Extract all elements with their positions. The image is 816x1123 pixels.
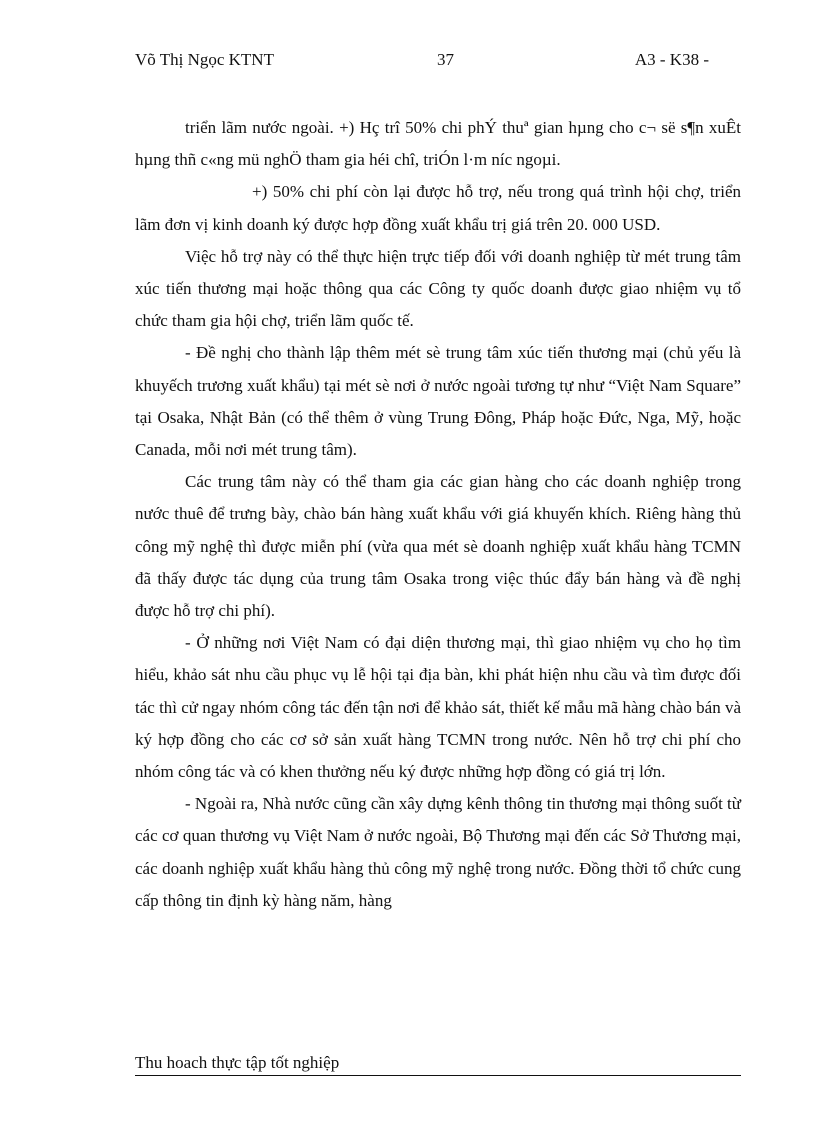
paragraph: - Đề nghị cho thành lập thêm mét sè trung tâm xúc tiến thương mại (chủ yếu là khuyếch trương xuất khẩu) tại mét sè nơi ở nước ngoài tương tự như “Việt Nam Square” tại Osaka, Nhật Bản (có thể thêm ở vùng Trung Đông, Pháp hoặc Đức, Nga, Mỹ, hoặc Canada, mỗi nơi mét trung tâm). <box>135 343 741 460</box>
paragraph: triển lãm nước ngoài. +) Hç trî 50% chi phÝ thuª gian hµng cho c¬ së s¶n xuÊt hµng thñ c«ng mü nghÖ tham gia héi chî, triÓn l·m níc ngoµi. <box>135 118 741 170</box>
paragraph: Việc hỗ trợ này có thể thực hiện trực tiếp đối với doanh nghiệp từ mét trung tâm xúc tiến thương mại hoặc thông qua các Công ty quốc doanh được giao nhiệm vụ tổ chức tham gia hội chợ, triển lãm quốc tế. <box>135 246 741 331</box>
paragraph: Các trung tâm này có thể tham gia các gian hàng cho các doanh nghiệp trong nước thuê để trưng bày, chào bán hàng xuất khẩu với giá khuyến khích. Riêng hàng thủ công mỹ nghệ thì được miễn phí (vừa qua mét sè doanh nghiệp xuất khẩu hàng TCMN đã thấy được tác dụng của trung tâm Osaka trong việc thúc đẩy bán hàng và đề nghị được hỗ trợ chi phí). <box>135 472 741 621</box>
header-page-number: 37 <box>437 50 454 69</box>
page-header <box>135 49 741 99</box>
paragraph: +) 50% chi phí còn lại được hỗ trợ, nếu trong quá trình hội chợ, triển lãm đơn vị kinh doanh ký được hợp đồng xuất khẩu trị giá trên 20. 000 USD. <box>135 182 741 234</box>
header-class-code: A3 - K38 - <box>634 50 709 69</box>
body-text <box>135 112 741 917</box>
page-footer: Thu hoach thực tập tốt nghiệp <box>135 1052 741 1076</box>
header-author: Võ Thị Ngọc KTNT <box>135 50 274 69</box>
paragraph: - Ở những nơi Việt Nam có đại diện thương mại, thì giao nhiệm vụ cho họ tìm hiểu, khảo sát nhu cầu phục vụ lễ hội tại địa bàn, khi phát hiện nhu cầu và tìm được đối tác thì cử ngay nhóm công tác đến tận nơi để khảo sát, thiết kế mẫu mã hàng chào bán và ký hợp đồng cho các cơ sở sản xuất hàng TCMN trong nước. Nên hỗ trợ chi phí cho nhóm công tác và có khen thưởng nếu ký được những hợp đồng có giá trị lớn. <box>135 633 741 782</box>
paragraph: - Ngoài ra, Nhà nước cũng cần xây dựng kênh thông tin thương mại thông suốt từ các cơ quan thương vụ Việt Nam ở nước ngoài, Bộ Thương mại đến các Sở Thương mại, các doanh nghiệp xuất khẩu hàng thủ công mỹ nghệ trong nước. Đồng thời tổ chức cung cấp thông tin định kỳ hàng năm, hàng <box>135 794 741 910</box>
